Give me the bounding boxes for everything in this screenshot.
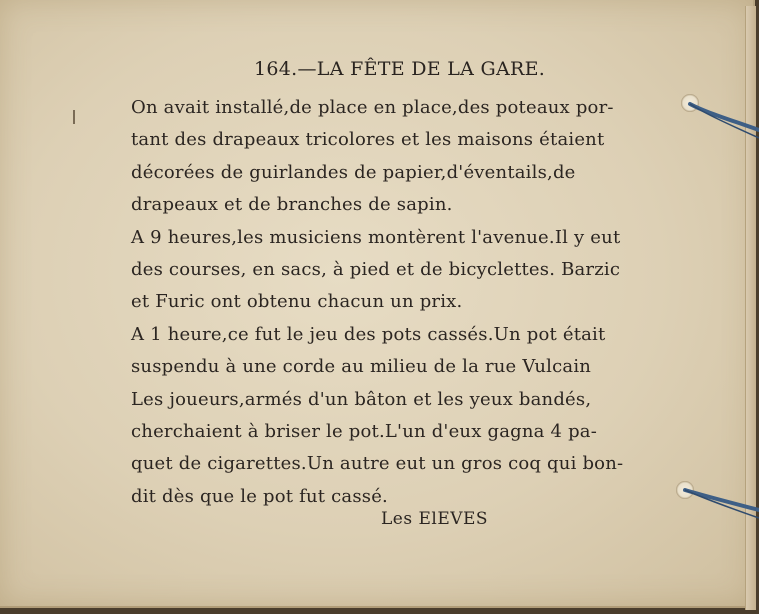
text-line: tant des drapeaux tricolores et les maisons étaient bbox=[131, 129, 605, 151]
text-line: Les joueurs,armés d'un bâton et les yeux bandés, bbox=[131, 388, 592, 410]
text-line: A 9 heures,les musiciens montèrent l'avenue.Il y eut bbox=[131, 226, 621, 248]
text-line: quet de cigarettes.Un autre eut un gros coq qui bon- bbox=[131, 453, 624, 475]
text-line: A 1 heure,ce fut le jeu des pots cassés.Un pot était bbox=[131, 323, 606, 345]
text-line: dit dès que le pot fut cassé. bbox=[131, 485, 388, 507]
text-line: On avait installé,de place en place,des poteaux por- bbox=[131, 97, 614, 118]
text-line: drapeaux et de branches de sapin. bbox=[131, 194, 453, 216]
text-line: décorées de guirlandes de papier,d'éventails,de bbox=[131, 161, 576, 183]
text-line: cherchaient à briser le pot.L'un d'eux gagna 4 pa- bbox=[131, 420, 598, 442]
text-line: suspendu à une corde au milieu de la rue Vulcain bbox=[131, 356, 592, 378]
text-line: des courses, en sacs, à pied et de bicyclettes. Barzic bbox=[131, 258, 621, 280]
page-title: 164.—LA FÊTE DE LA GARE. bbox=[254, 58, 546, 80]
text-line: et Furic ont obtenu chacun un prix. bbox=[131, 291, 463, 313]
signature: Les ElEVES bbox=[381, 509, 489, 529]
